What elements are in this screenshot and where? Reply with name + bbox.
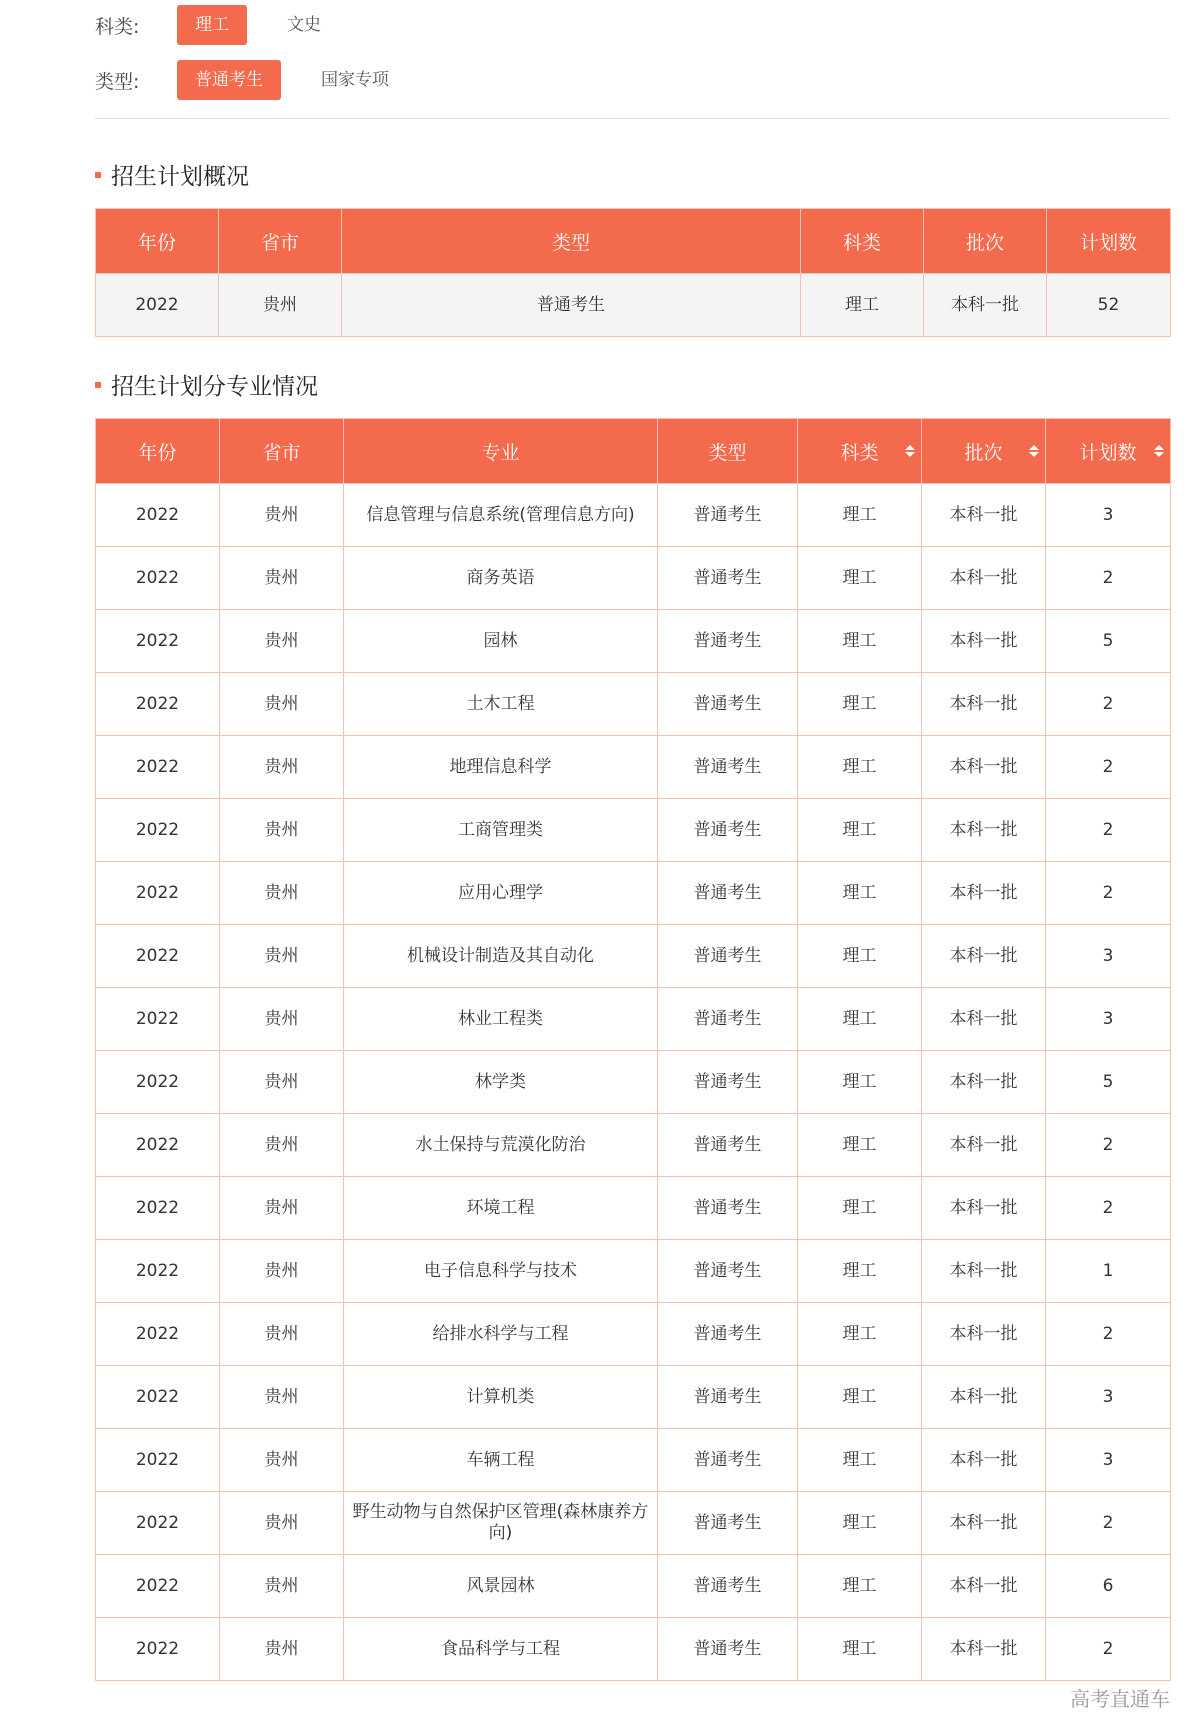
table-cell: 3: [1046, 1366, 1171, 1429]
sort-icon[interactable]: [1154, 445, 1164, 457]
table-cell: 理工: [798, 925, 922, 988]
category-filter: [95, 5, 361, 45]
sort-icon[interactable]: [905, 445, 915, 457]
table-cell: 本科一批: [922, 1492, 1046, 1555]
header-label: 科类: [840, 441, 879, 464]
overview-header-cell: 年份: [96, 209, 219, 274]
overview-cell: 2022: [96, 274, 219, 337]
table-cell: 2: [1046, 547, 1171, 610]
overview-cell: 普通考生: [342, 274, 801, 337]
table-cell: 应用心理学: [344, 862, 658, 925]
table-row: [96, 610, 1171, 673]
overview-section-title: [95, 158, 249, 191]
type-option-regular[interactable]: 普通考生: [177, 60, 281, 100]
header-label: 计划数: [1079, 441, 1137, 464]
table-cell: 2022: [96, 988, 220, 1051]
header-label: 省市: [262, 441, 301, 464]
majors-title-text: 招生计划分专业情况: [111, 374, 318, 400]
table-cell: 5: [1046, 610, 1171, 673]
table-cell: 普通考生: [658, 1114, 798, 1177]
table-cell: 贵州: [220, 1240, 344, 1303]
table-row: [96, 799, 1171, 862]
table-cell: 本科一批: [922, 1618, 1046, 1681]
table-row: [96, 1555, 1171, 1618]
filter-divider: [95, 118, 1170, 119]
table-cell: 理工: [798, 1177, 922, 1240]
table-cell: 2: [1046, 1303, 1171, 1366]
table-cell: 理工: [798, 862, 922, 925]
table-cell: 贵州: [220, 1618, 344, 1681]
table-cell: 普通考生: [658, 1555, 798, 1618]
table-cell: 电子信息科学与技术: [344, 1240, 658, 1303]
table-cell: 2022: [96, 736, 220, 799]
table-cell: 5: [1046, 1051, 1171, 1114]
overview-header-cell: 计划数: [1047, 209, 1171, 274]
table-row: [96, 862, 1171, 925]
table-cell: 理工: [798, 610, 922, 673]
table-cell: 2: [1046, 673, 1171, 736]
type-filter: [95, 60, 429, 100]
table-cell: 风景园林: [344, 1555, 658, 1618]
table-cell: 普通考生: [658, 610, 798, 673]
table-cell: 贵州: [220, 988, 344, 1051]
majors-header-cell: [220, 419, 344, 484]
table-cell: 理工: [798, 1492, 922, 1555]
majors-header-cell: [96, 419, 220, 484]
table-cell: 理工: [798, 1303, 922, 1366]
table-cell: 贵州: [220, 925, 344, 988]
header-label: 年份: [138, 441, 177, 464]
table-cell: 2022: [96, 862, 220, 925]
table-cell: 本科一批: [922, 799, 1046, 862]
table-cell: 普通考生: [658, 1240, 798, 1303]
table-cell: 食品科学与工程: [344, 1618, 658, 1681]
table-cell: 2: [1046, 1492, 1171, 1555]
table-cell: 贵州: [220, 736, 344, 799]
table-cell: 本科一批: [922, 1429, 1046, 1492]
table-cell: 机械设计制造及其自动化: [344, 925, 658, 988]
overview-cell: 贵州: [219, 274, 342, 337]
table-cell: 本科一批: [922, 1240, 1046, 1303]
title-mark: [95, 382, 101, 388]
table-cell: 理工: [798, 1555, 922, 1618]
table-cell: 土木工程: [344, 673, 658, 736]
table-cell: 1: [1046, 1240, 1171, 1303]
table-cell: 2022: [96, 1618, 220, 1681]
table-cell: 给排水科学与工程: [344, 1303, 658, 1366]
table-cell: 3: [1046, 1429, 1171, 1492]
majors-header-cell: [344, 419, 658, 484]
table-row: [96, 1492, 1171, 1555]
table-cell: 本科一批: [922, 862, 1046, 925]
header-label: 类型: [708, 441, 747, 464]
sort-icon[interactable]: [1029, 445, 1039, 457]
table-row: [96, 988, 1171, 1051]
overview-cell: 理工: [801, 274, 924, 337]
table-cell: 普通考生: [658, 925, 798, 988]
table-cell: 2022: [96, 1492, 220, 1555]
table-cell: 贵州: [220, 1051, 344, 1114]
table-cell: 理工: [798, 1366, 922, 1429]
table-cell: 车辆工程: [344, 1429, 658, 1492]
table-cell: 理工: [798, 673, 922, 736]
table-cell: 2: [1046, 1114, 1171, 1177]
table-cell: 3: [1046, 484, 1171, 547]
table-cell: 2: [1046, 799, 1171, 862]
table-cell: 普通考生: [658, 1177, 798, 1240]
table-cell: 普通考生: [658, 484, 798, 547]
table-cell: 2022: [96, 1114, 220, 1177]
table-cell: 贵州: [220, 610, 344, 673]
table-row: [96, 1114, 1171, 1177]
table-cell: 理工: [798, 988, 922, 1051]
table-cell: 普通考生: [658, 1303, 798, 1366]
table-cell: 3: [1046, 988, 1171, 1051]
watermark: 高考直通车: [1070, 1687, 1170, 1711]
header-label: 专业: [481, 441, 520, 464]
category-label: 科类:: [95, 15, 140, 38]
table-cell: 2: [1046, 1618, 1171, 1681]
table-row: [96, 1429, 1171, 1492]
table-cell: 贵州: [220, 673, 344, 736]
table-cell: 本科一批: [922, 1555, 1046, 1618]
table-cell: 水土保持与荒漠化防治: [344, 1114, 658, 1177]
table-cell: 本科一批: [922, 925, 1046, 988]
table-cell: 贵州: [220, 484, 344, 547]
sortable-header-cell[interactable]: [1046, 419, 1171, 484]
overview-cell: 本科一批: [924, 274, 1047, 337]
overview-header-cell: 省市: [219, 209, 342, 274]
overview-header-cell: 批次: [924, 209, 1047, 274]
table-cell: 6: [1046, 1555, 1171, 1618]
table-cell: 3: [1046, 925, 1171, 988]
table-row: [96, 1618, 1171, 1681]
majors-header-cell: [658, 419, 798, 484]
table-cell: 2022: [96, 1177, 220, 1240]
table-cell: 2022: [96, 673, 220, 736]
table-cell: 园林: [344, 610, 658, 673]
table-cell: 贵州: [220, 1492, 344, 1555]
table-cell: 本科一批: [922, 484, 1046, 547]
table-row: [96, 1177, 1171, 1240]
table-cell: 2022: [96, 925, 220, 988]
table-row: [96, 673, 1171, 736]
table-cell: 普通考生: [658, 1429, 798, 1492]
table-cell: 本科一批: [922, 1303, 1046, 1366]
table-cell: 理工: [798, 736, 922, 799]
table-cell: 理工: [798, 1618, 922, 1681]
type-label: 类型:: [95, 70, 140, 93]
table-cell: 普通考生: [658, 1366, 798, 1429]
table-cell: 普通考生: [658, 988, 798, 1051]
table-cell: 2022: [96, 610, 220, 673]
sortable-header-cell[interactable]: [798, 419, 922, 484]
table-cell: 贵州: [220, 547, 344, 610]
table-cell: 野生动物与自然保护区管理(森林康养方向): [344, 1492, 658, 1555]
type-option-national[interactable]: 国家专项: [321, 70, 389, 90]
table-row: [96, 1051, 1171, 1114]
table-cell: 2022: [96, 484, 220, 547]
table-cell: 2022: [96, 799, 220, 862]
table-cell: 林业工程类: [344, 988, 658, 1051]
overview-cell: 52: [1047, 274, 1171, 337]
table-cell: 普通考生: [658, 862, 798, 925]
overview-header-cell: 科类: [801, 209, 924, 274]
table-cell: 2022: [96, 1366, 220, 1429]
table-cell: 普通考生: [658, 799, 798, 862]
table-cell: 贵州: [220, 1429, 344, 1492]
table-row: [96, 1303, 1171, 1366]
table-cell: 普通考生: [658, 547, 798, 610]
table-cell: 本科一批: [922, 736, 1046, 799]
table-cell: 工商管理类: [344, 799, 658, 862]
table-cell: 贵州: [220, 1303, 344, 1366]
table-cell: 2022: [96, 1051, 220, 1114]
table-cell: 本科一批: [922, 610, 1046, 673]
table-row: [96, 736, 1171, 799]
table-cell: 地理信息科学: [344, 736, 658, 799]
table-cell: 理工: [798, 547, 922, 610]
table-row: [96, 547, 1171, 610]
table-row: [96, 484, 1171, 547]
table-cell: 2022: [96, 547, 220, 610]
majors-table: [95, 418, 1171, 1681]
table-cell: 本科一批: [922, 1051, 1046, 1114]
sortable-header-cell[interactable]: [922, 419, 1046, 484]
table-cell: 林学类: [344, 1051, 658, 1114]
table-row: [96, 1366, 1171, 1429]
table-cell: 贵州: [220, 799, 344, 862]
table-cell: 2022: [96, 1240, 220, 1303]
table-cell: 理工: [798, 799, 922, 862]
table-cell: 2: [1046, 1177, 1171, 1240]
table-cell: 理工: [798, 1240, 922, 1303]
title-mark: [95, 172, 101, 178]
table-cell: 2: [1046, 736, 1171, 799]
category-option-science[interactable]: 理工: [177, 5, 247, 45]
table-cell: 贵州: [220, 862, 344, 925]
table-cell: 计算机类: [344, 1366, 658, 1429]
overview-table: [95, 208, 1171, 337]
table-cell: 普通考生: [658, 736, 798, 799]
table-cell: 信息管理与信息系统(管理信息方向): [344, 484, 658, 547]
table-cell: 商务英语: [344, 547, 658, 610]
table-cell: 理工: [798, 1429, 922, 1492]
table-cell: 理工: [798, 1051, 922, 1114]
table-cell: 本科一批: [922, 1114, 1046, 1177]
table-cell: 本科一批: [922, 1177, 1046, 1240]
category-option-arts[interactable]: 文史: [287, 15, 321, 35]
table-cell: 本科一批: [922, 1366, 1046, 1429]
table-cell: 2022: [96, 1429, 220, 1492]
table-cell: 环境工程: [344, 1177, 658, 1240]
table-cell: 贵州: [220, 1555, 344, 1618]
table-cell: 2022: [96, 1303, 220, 1366]
table-cell: 本科一批: [922, 988, 1046, 1051]
table-cell: 普通考生: [658, 673, 798, 736]
table-cell: 2: [1046, 862, 1171, 925]
table-cell: 本科一批: [922, 673, 1046, 736]
table-cell: 贵州: [220, 1366, 344, 1429]
table-cell: 本科一批: [922, 547, 1046, 610]
table-cell: 理工: [798, 1114, 922, 1177]
table-cell: 普通考生: [658, 1492, 798, 1555]
table-cell: 普通考生: [658, 1618, 798, 1681]
header-label: 批次: [964, 441, 1003, 464]
table-cell: 理工: [798, 484, 922, 547]
table-row: [96, 1240, 1171, 1303]
table-cell: 贵州: [220, 1114, 344, 1177]
table-cell: 贵州: [220, 1177, 344, 1240]
table-row: [96, 925, 1171, 988]
majors-section-title: [95, 368, 318, 401]
overview-title-text: 招生计划概况: [111, 164, 249, 190]
table-cell: 2022: [96, 1555, 220, 1618]
table-cell: 普通考生: [658, 1051, 798, 1114]
overview-header-cell: 类型: [342, 209, 801, 274]
overview-row: [96, 274, 1171, 337]
